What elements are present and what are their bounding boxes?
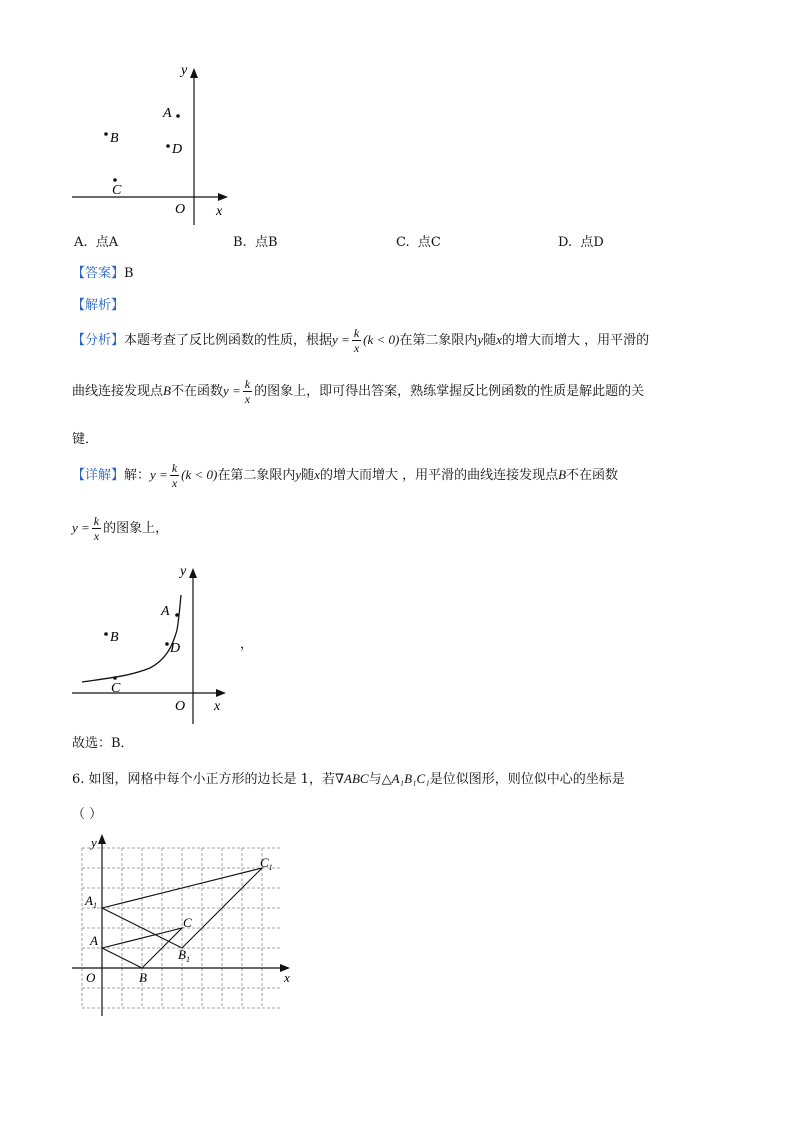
fenxi-line-2: 曲线连接发现点B不在函数y = $\frac{k}{x}$ 的图象上，即可得出答案，熟练掌握反比例函数的性质是解此题的关 bbox=[72, 377, 645, 406]
origin-label: O bbox=[86, 970, 96, 985]
label-a: A bbox=[161, 604, 170, 619]
y-axis-arrow bbox=[98, 834, 106, 844]
label-c: C bbox=[112, 183, 122, 198]
origin-label: O bbox=[175, 202, 186, 217]
x-label: x bbox=[284, 970, 290, 985]
y-label: y bbox=[180, 564, 187, 579]
x-axis-arrow bbox=[218, 193, 228, 201]
label-b: B bbox=[139, 970, 147, 985]
x-axis-arrow bbox=[216, 689, 226, 697]
question-6-stem: 6. 如图，网格中每个小正方形的边长是 1，若∇ABC与△A₁B₁C₁是位似图形，则位似中心的坐标是 bbox=[72, 771, 625, 787]
point-a bbox=[176, 114, 180, 118]
label-c1: $C_1$ bbox=[260, 855, 273, 872]
x-label: x bbox=[216, 204, 223, 219]
point-c bbox=[113, 676, 117, 680]
y-label: y bbox=[181, 63, 188, 78]
label-a1: $A_1$ bbox=[85, 893, 97, 910]
fenxi-line-3: 键． bbox=[72, 432, 99, 447]
y-axis-arrow bbox=[190, 68, 198, 78]
answer-value: B bbox=[124, 266, 134, 281]
label-a: A bbox=[90, 933, 98, 948]
xiangjie-line-2: y = $\frac{k}{x}$ 的图象上， bbox=[72, 514, 169, 543]
choice-c[interactable]: C. 点C bbox=[396, 235, 441, 250]
fenxi-line-1: 【分析】本题考查了反比例函数的性质，根据y = $\frac{k}{x}$ (k < 0)在第二象限内y随x的增大而增大 ，用平滑的 bbox=[72, 326, 650, 355]
label-b: B bbox=[110, 630, 119, 645]
choice-d[interactable]: D. 点D bbox=[558, 235, 604, 250]
point-b bbox=[104, 632, 108, 636]
label-d: D bbox=[170, 641, 181, 656]
label-d: D bbox=[172, 142, 183, 157]
label-c: C bbox=[183, 915, 192, 930]
label-a: A bbox=[163, 106, 172, 121]
y-axis-arrow bbox=[189, 568, 197, 578]
conclusion: 故选：B． bbox=[72, 736, 134, 751]
y-label: y bbox=[91, 835, 97, 850]
figure-1-coordinate-plot bbox=[60, 60, 250, 230]
figure-2-curve-plot bbox=[60, 560, 250, 730]
point-d bbox=[166, 144, 170, 148]
point-c bbox=[113, 178, 117, 182]
xiangjie-line-1: 【详解】解：y = $\frac{k}{x}$ (k < 0)在第二象限内y随x的增大而增大 ，用平滑的曲线连接发现点B不在函数 bbox=[72, 461, 619, 490]
figure-2-trailing-comma: ， bbox=[240, 637, 254, 652]
choice-a[interactable]: A. 点A bbox=[74, 235, 119, 250]
fraction-k-over-x: $\frac{k}{x}$ bbox=[353, 326, 360, 355]
point-a bbox=[175, 613, 179, 617]
question-6-paren: （ ） bbox=[72, 807, 103, 822]
origin-label: O bbox=[175, 699, 186, 714]
point-b bbox=[104, 132, 108, 136]
label-c: C bbox=[111, 681, 121, 696]
analysis-heading: 【解析】 bbox=[72, 298, 125, 313]
choice-b[interactable]: B. 点B bbox=[233, 235, 278, 250]
figure-3-grid-plot bbox=[70, 830, 300, 1020]
x-label: x bbox=[214, 699, 221, 714]
answer-line bbox=[72, 265, 134, 283]
label-b: B bbox=[110, 131, 119, 146]
answer-tag: 【答案】 bbox=[72, 266, 125, 281]
label-b1: $B_1$ bbox=[178, 947, 190, 964]
point-d bbox=[165, 642, 169, 646]
